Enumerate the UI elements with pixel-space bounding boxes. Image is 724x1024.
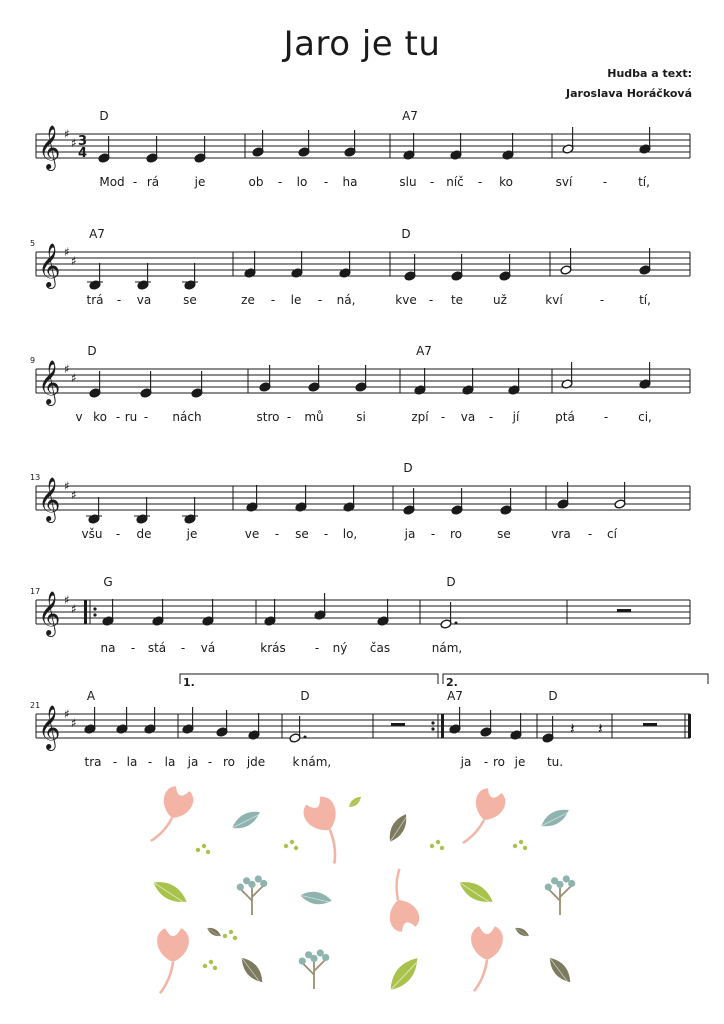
lyric-syllable: ro bbox=[492, 755, 506, 769]
staff-system bbox=[30, 227, 690, 307]
lyric-syllable: v bbox=[75, 410, 83, 424]
lyric-syllable: - bbox=[602, 175, 608, 189]
sprig-icon bbox=[299, 949, 330, 989]
lyric-syllable: - bbox=[180, 641, 186, 655]
lyric-syllable: je bbox=[186, 527, 198, 541]
time-signature: 3 bbox=[78, 134, 88, 149]
lyric-syllable: - bbox=[286, 410, 292, 424]
lyric-syllable: - bbox=[440, 410, 446, 424]
lyric-syllable: - bbox=[477, 175, 483, 189]
lyric-syllable: ro bbox=[222, 755, 236, 769]
chord-symbol: D bbox=[99, 109, 109, 123]
lyric-syllable: je bbox=[194, 175, 206, 189]
repeat-dot bbox=[431, 727, 434, 730]
lyric-syllable: - bbox=[132, 175, 138, 189]
treble-clef: 𝄞 bbox=[38, 591, 61, 635]
lyric-syllable: se bbox=[497, 527, 511, 541]
leaf-icon bbox=[456, 876, 499, 909]
lyric-syllable: nám, bbox=[300, 755, 332, 769]
volta-bracket bbox=[443, 674, 708, 684]
lyric-syllable: - bbox=[603, 410, 609, 424]
quarter-rest: 𝄽 bbox=[570, 719, 575, 738]
leaf-icon bbox=[237, 954, 268, 988]
quarter-rest: 𝄽 bbox=[598, 719, 603, 738]
lyric-syllable: va bbox=[136, 293, 152, 307]
lyric-syllable: la bbox=[126, 755, 138, 769]
lyric-syllable: - bbox=[207, 755, 213, 769]
lyric-syllable: - bbox=[116, 293, 122, 307]
lyric-syllable: čas bbox=[369, 641, 391, 655]
measure-number: 5 bbox=[30, 239, 36, 248]
lyric-syllable: lo, bbox=[342, 527, 358, 541]
sprig-icon bbox=[545, 875, 576, 915]
lyric-syllable: stro bbox=[256, 410, 280, 424]
lyric-syllable: - bbox=[270, 293, 276, 307]
berry-icon bbox=[223, 930, 237, 940]
leaf-icon bbox=[206, 925, 224, 939]
flower-icon bbox=[157, 928, 189, 993]
staff-system bbox=[30, 461, 690, 541]
lyric-syllable: le bbox=[290, 293, 302, 307]
half-rest bbox=[391, 723, 405, 726]
leaf-icon bbox=[299, 889, 335, 907]
sharp-sign: ♯ bbox=[64, 593, 70, 607]
chord-symbol: D bbox=[87, 344, 97, 358]
lyric-syllable: tí, bbox=[639, 293, 651, 307]
lyric-syllable: ha bbox=[342, 175, 358, 189]
lyric-syllable: - bbox=[147, 755, 153, 769]
chord-symbol: A7 bbox=[447, 689, 463, 703]
chord-symbol: D bbox=[446, 575, 456, 589]
berry-icon bbox=[430, 840, 444, 850]
lyric-syllable: - bbox=[428, 293, 434, 307]
lyric-syllable: zpí bbox=[411, 410, 429, 424]
half-rest bbox=[617, 609, 631, 612]
credits-label: Hudba a text: bbox=[607, 67, 692, 80]
lyric-syllable: ko bbox=[93, 410, 107, 424]
lyric-syllable: de bbox=[136, 527, 152, 541]
repeat-start bbox=[84, 600, 87, 624]
staff-system bbox=[30, 674, 708, 769]
sharp-sign: ♯ bbox=[71, 602, 77, 616]
lyric-syllable: - bbox=[277, 175, 283, 189]
lyric-syllable: - bbox=[143, 410, 149, 424]
lyric-syllable: - bbox=[112, 755, 118, 769]
lyric-syllable: - bbox=[323, 175, 329, 189]
lyric-syllable: - bbox=[115, 410, 121, 424]
lyric-syllable: tí, bbox=[638, 175, 650, 189]
treble-clef: 𝄞 bbox=[38, 125, 61, 169]
leaf-icon bbox=[385, 809, 412, 844]
lyric-syllable: - bbox=[483, 755, 489, 769]
lyric-syllable: vá bbox=[200, 641, 216, 655]
lyric-syllable: je bbox=[514, 755, 526, 769]
berry-icon bbox=[196, 844, 210, 854]
song-title: Jaro je tu bbox=[283, 24, 441, 64]
lyric-syllable: la bbox=[164, 755, 176, 769]
measure-number: 17 bbox=[30, 587, 41, 596]
leaf-icon bbox=[514, 925, 532, 939]
sprig-icon bbox=[237, 875, 268, 915]
lyric-syllable: jí bbox=[512, 410, 520, 424]
half-rest bbox=[643, 723, 657, 726]
lyric-syllable: - bbox=[587, 527, 593, 541]
lyric-syllable: stá bbox=[147, 641, 167, 655]
sharp-sign: ♯ bbox=[71, 488, 77, 502]
repeat-end bbox=[441, 714, 444, 738]
lyric-syllable: ze bbox=[241, 293, 255, 307]
lyric-syllable: tu. bbox=[546, 755, 564, 769]
leaf-icon bbox=[150, 876, 193, 909]
lyric-syllable: ptá bbox=[555, 410, 575, 424]
dot bbox=[304, 736, 307, 739]
chord-symbol: A7 bbox=[416, 344, 432, 358]
chord-symbol: A7 bbox=[402, 109, 418, 123]
staff-system bbox=[36, 109, 690, 189]
time-signature: 4 bbox=[78, 146, 88, 161]
chord-symbol: G bbox=[103, 575, 113, 589]
berry-icon bbox=[513, 840, 527, 850]
lyric-syllable: - bbox=[274, 527, 280, 541]
measure-number: 21 bbox=[30, 701, 41, 710]
lyric-syllable: - bbox=[430, 527, 436, 541]
leaf-icon bbox=[229, 806, 264, 833]
lyric-syllable: ob bbox=[248, 175, 264, 189]
lyric-syllable: cí bbox=[607, 527, 617, 541]
lyric-syllable: ja bbox=[404, 527, 416, 541]
sharp-sign: ♯ bbox=[71, 136, 77, 150]
lyric-syllable: krás bbox=[260, 641, 286, 655]
lyric-syllable: - bbox=[314, 641, 320, 655]
lyric-syllable: - bbox=[115, 527, 121, 541]
lyric-syllable: ja bbox=[460, 755, 472, 769]
flower-icon bbox=[471, 926, 503, 991]
lyric-syllable: se bbox=[295, 527, 309, 541]
chord-symbol: D bbox=[548, 689, 558, 703]
lyric-syllable: slu bbox=[399, 175, 417, 189]
volta-label: 2. bbox=[446, 676, 458, 689]
lyric-syllable: ný bbox=[332, 641, 348, 655]
lyric-syllable: ro bbox=[449, 527, 463, 541]
leaf-icon bbox=[545, 954, 576, 988]
lyric-syllable: ja bbox=[187, 755, 199, 769]
sharp-sign: ♯ bbox=[64, 245, 70, 259]
leaf-icon bbox=[347, 794, 364, 810]
lyric-syllable: Mod bbox=[99, 175, 125, 189]
lyric-syllable: mů bbox=[304, 410, 324, 424]
lyric-syllable: trá bbox=[86, 293, 104, 307]
lyric-syllable: ru bbox=[124, 410, 138, 424]
lyric-syllable: sví bbox=[555, 175, 573, 189]
flower-icon bbox=[374, 868, 422, 934]
lyric-syllable: kve bbox=[395, 293, 417, 307]
chord-symbol: D bbox=[403, 461, 413, 475]
treble-clef: 𝄞 bbox=[38, 477, 61, 521]
volta-label: 1. bbox=[183, 676, 195, 689]
final-barline bbox=[688, 714, 691, 738]
lyric-syllable: nách bbox=[172, 410, 202, 424]
lyric-syllable: jde bbox=[246, 755, 266, 769]
staff-system bbox=[30, 575, 690, 655]
dot bbox=[455, 622, 458, 625]
sharp-sign: ♯ bbox=[64, 127, 70, 141]
repeat-dot bbox=[431, 721, 434, 724]
lyric-syllable: níč bbox=[446, 175, 464, 189]
lyric-syllable: - bbox=[130, 641, 136, 655]
sharp-sign: ♯ bbox=[71, 254, 77, 268]
credits-author: Jaroslava Horáčková bbox=[566, 87, 692, 100]
lyric-syllable: tra bbox=[84, 755, 102, 769]
lyric-syllable: ná, bbox=[336, 293, 356, 307]
lyric-syllable: - bbox=[488, 410, 494, 424]
measure-number: 13 bbox=[30, 473, 41, 482]
lyric-syllable: rá bbox=[146, 175, 160, 189]
treble-clef: 𝄞 bbox=[38, 705, 61, 749]
chord-symbol: A7 bbox=[89, 227, 105, 241]
repeat-dot bbox=[93, 607, 96, 610]
lyric-syllable: ci, bbox=[638, 410, 652, 424]
floral-decoration bbox=[0, 784, 724, 1024]
lyric-syllable: - bbox=[317, 293, 323, 307]
chord-symbol: A bbox=[86, 689, 96, 703]
chord-symbol: D bbox=[300, 689, 310, 703]
sharp-sign: ♯ bbox=[64, 362, 70, 376]
leaf-icon bbox=[538, 804, 573, 831]
staff-system bbox=[30, 344, 690, 424]
lyric-syllable: lo bbox=[296, 175, 308, 189]
lyric-syllable: na bbox=[100, 641, 116, 655]
sharp-sign: ♯ bbox=[64, 479, 70, 493]
treble-clef: 𝄞 bbox=[38, 243, 61, 287]
volta-bracket bbox=[180, 674, 438, 684]
lyric-syllable: kví bbox=[545, 293, 563, 307]
lyric-syllable: ko bbox=[499, 175, 513, 189]
lyric-syllable: va bbox=[460, 410, 476, 424]
leaf-icon bbox=[385, 951, 425, 995]
lyric-syllable: - bbox=[323, 527, 329, 541]
lyric-syllable: všu bbox=[81, 527, 103, 541]
sharp-sign: ♯ bbox=[71, 371, 77, 385]
lyric-syllable: se bbox=[183, 293, 197, 307]
lyric-syllable: si bbox=[356, 410, 366, 424]
lyric-syllable: te bbox=[450, 293, 464, 307]
lyric-syllable: - bbox=[429, 175, 435, 189]
measure-number: 9 bbox=[30, 356, 36, 365]
treble-clef: 𝄞 bbox=[38, 360, 61, 404]
sharp-sign: ♯ bbox=[71, 716, 77, 730]
lyric-syllable: nám, bbox=[431, 641, 463, 655]
lyric-syllable: k bbox=[292, 755, 300, 769]
berry-icon bbox=[203, 960, 217, 970]
lyric-syllable: vra bbox=[551, 527, 571, 541]
lyric-syllable: - bbox=[599, 293, 605, 307]
sharp-sign: ♯ bbox=[64, 707, 70, 721]
berry-icon bbox=[284, 840, 298, 850]
lyric-syllable: už bbox=[493, 293, 507, 307]
chord-symbol: D bbox=[401, 227, 411, 241]
flower-icon bbox=[148, 784, 196, 850]
lyric-syllable: ve bbox=[244, 527, 260, 541]
repeat-dot bbox=[93, 613, 96, 616]
flower-icon bbox=[460, 786, 508, 852]
